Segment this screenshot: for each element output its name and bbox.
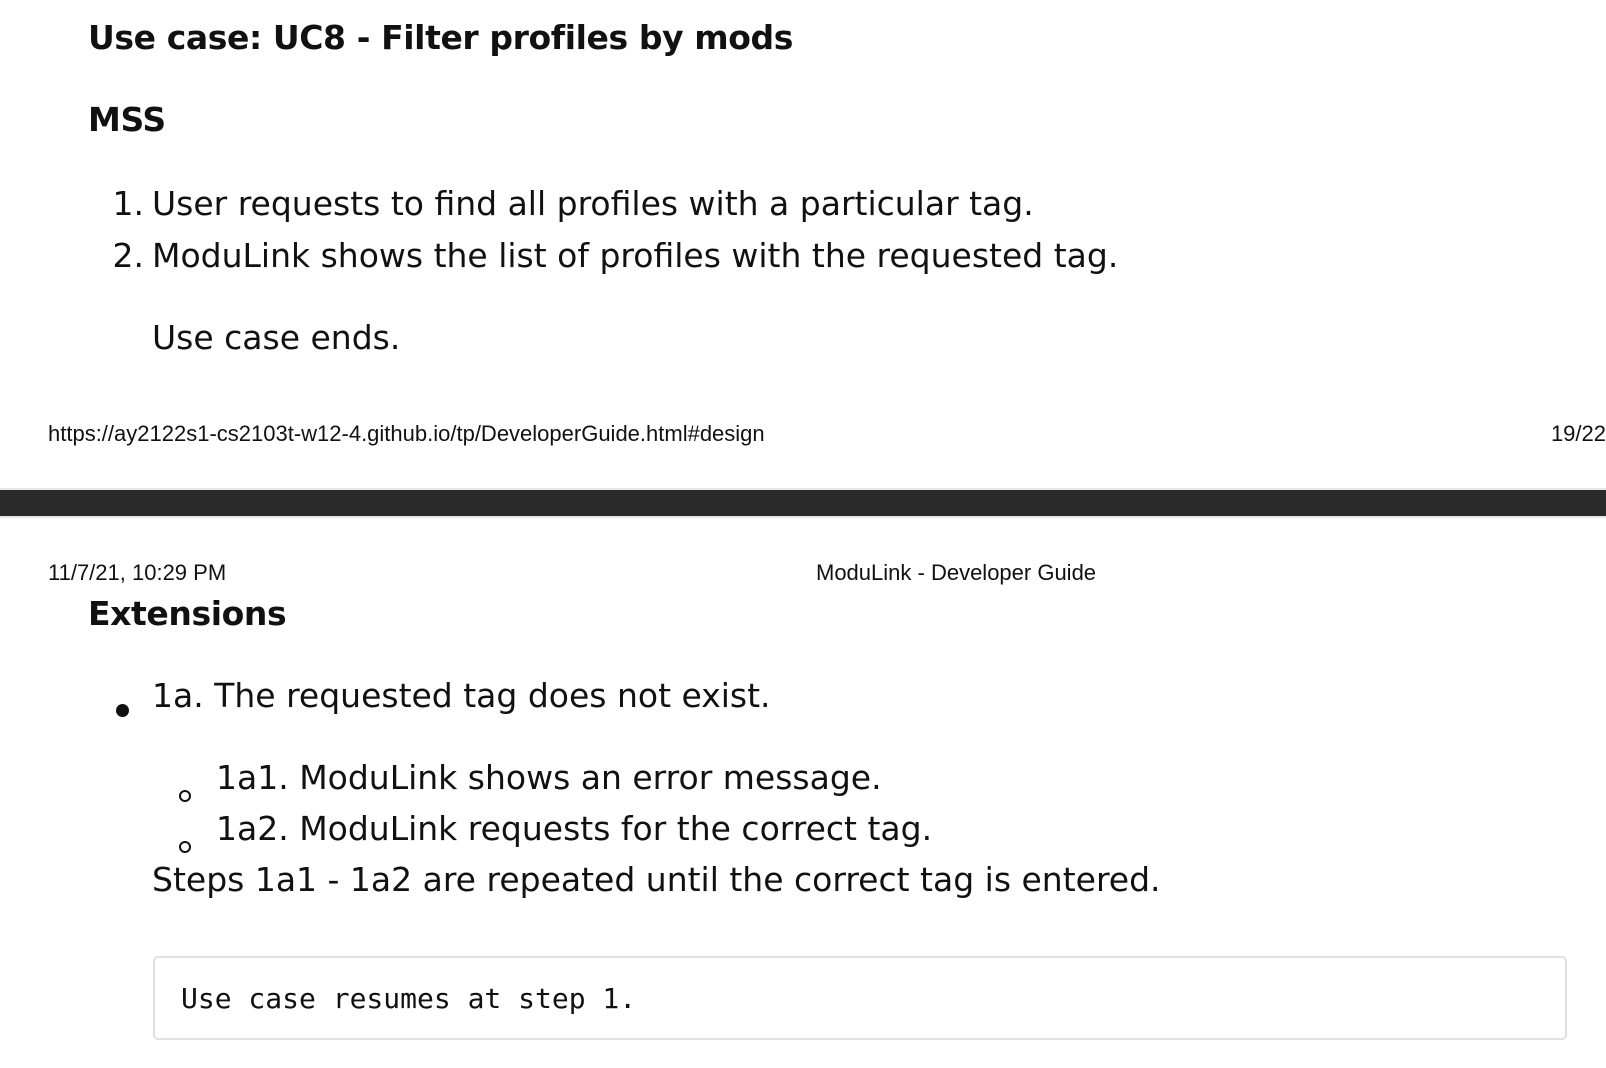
code-block (153, 956, 1567, 1040)
step-text: User requests to find all profiles with a particular tag. (152, 184, 1034, 223)
use-case-heading: Use case: UC8 - Filter profiles by mods (88, 18, 793, 57)
page-edge-top (0, 488, 1606, 490)
list-item (108, 184, 1034, 223)
printed-page-19 (0, 0, 1606, 488)
page-break-divider (0, 488, 1606, 518)
printed-page-20 (0, 518, 1606, 1068)
bullet-circle-icon (179, 841, 191, 853)
extension-item: 1a. The requested tag does not exist. (152, 676, 771, 715)
page-footer-url: https://ay2122s1-cs2103t-w12-4.github.io/tp/DeveloperGuide.html#design (48, 421, 765, 446)
use-case-ends-text: Use case ends. (152, 318, 401, 357)
list-item (108, 236, 1118, 275)
mss-heading: MSS (88, 100, 166, 139)
bullet-disc-icon (116, 704, 129, 717)
step-text: ModuLink shows the list of profiles with the requested tag. (152, 236, 1119, 275)
page-footer-number: 19/22 (1550, 421, 1606, 446)
sub-step-item: 1a2. ModuLink requests for the correct tag. (216, 809, 933, 848)
step-number: 1. (112, 184, 144, 223)
sub-step-item: 1a1. ModuLink shows an error message. (216, 758, 882, 797)
repeat-steps-text: Steps 1a1 - 1a2 are repeated until the correct tag is entered. (152, 860, 1161, 899)
bullet-circle-icon (179, 790, 191, 802)
page-header-date: 11/7/21, 10:29 PM (48, 560, 227, 585)
code-text: Use case resumes at step 1. (181, 982, 637, 1015)
step-number: 2. (112, 236, 144, 275)
page-header-title: ModuLink - Developer Guide (816, 560, 1097, 585)
extensions-heading: Extensions (88, 594, 287, 633)
